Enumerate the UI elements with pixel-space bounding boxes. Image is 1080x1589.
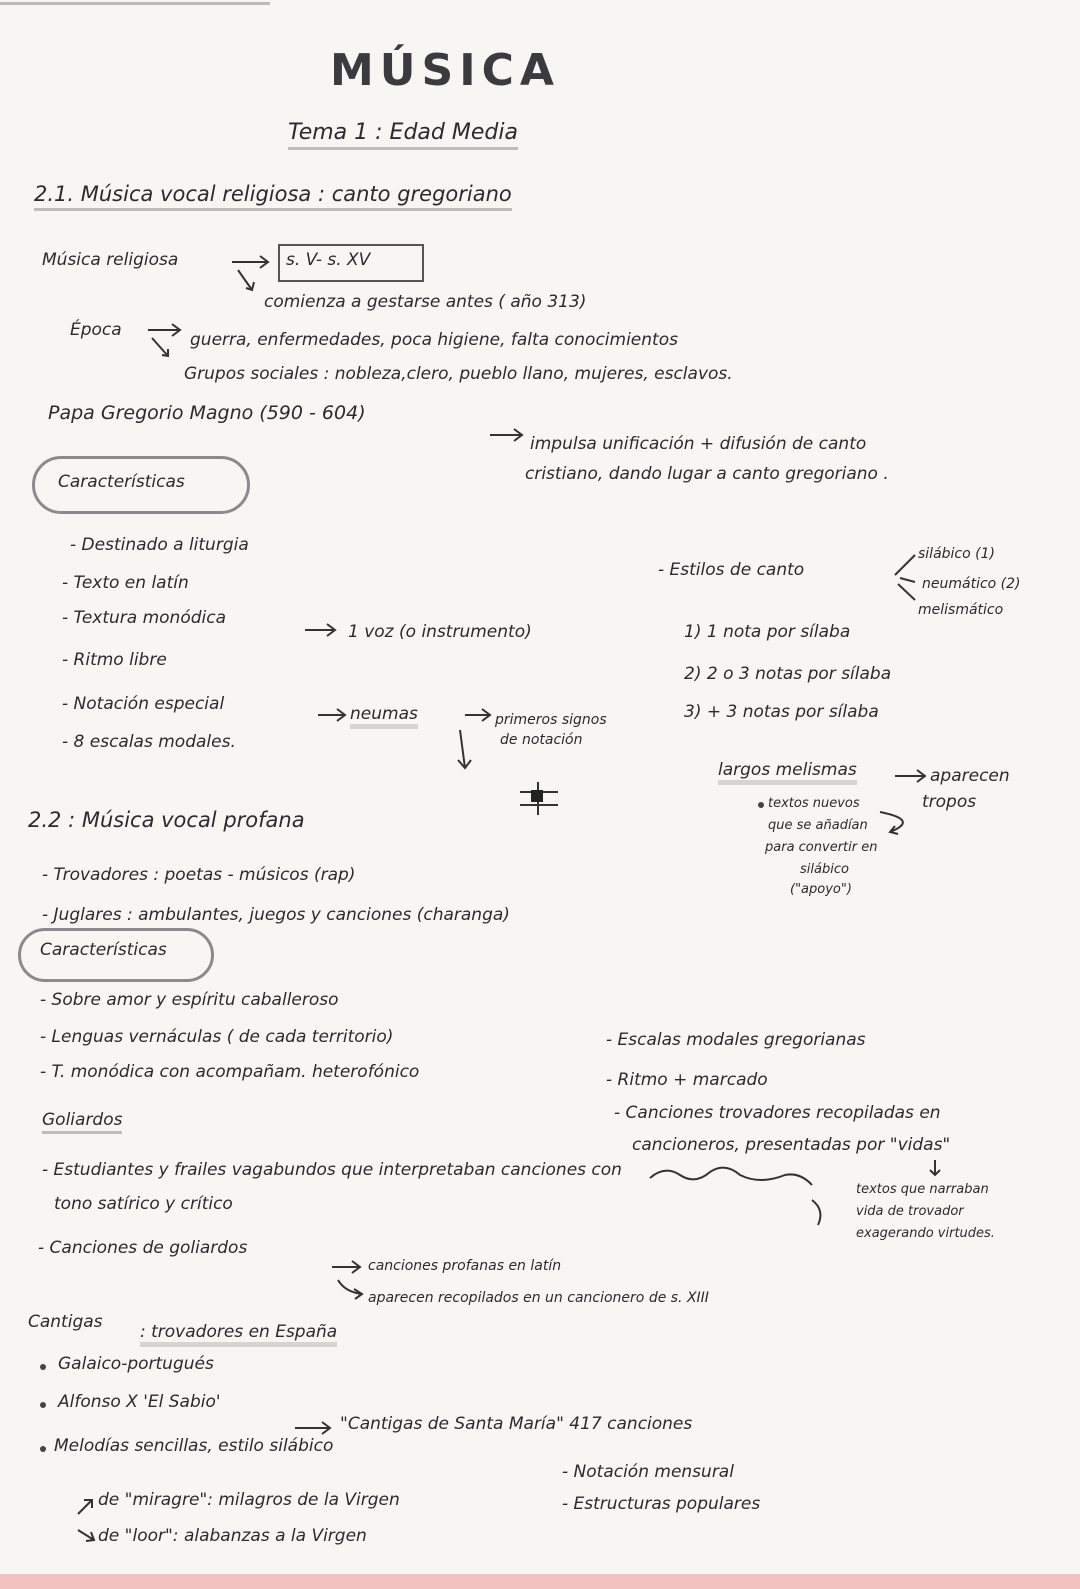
char-ritmo: - Ritmo libre [62, 650, 167, 670]
tropos-line-4: silábico [800, 862, 849, 877]
char-ritmo-marcado: - Ritmo + marcado [606, 1070, 768, 1090]
cantigas-item-galaico: Galaico-portugués [58, 1354, 214, 1374]
estilo-neumatico: neumático (2) [922, 576, 1021, 592]
miragre-text: de "miragre": milagros de la Virgen [98, 1490, 400, 1510]
page-subtitle: Tema 1 : Edad Media [288, 120, 518, 150]
char-escalas: - 8 escalas modales. [62, 732, 236, 752]
neumas-text: neumas [350, 704, 418, 729]
tropos-line-3: para convertir en [765, 840, 878, 855]
notacion-mensural: - Notación mensural [562, 1462, 734, 1482]
char-canciones-trovadores: - Canciones trovadores recopiladas en [614, 1103, 941, 1123]
tropos-text: tropos [922, 792, 977, 812]
char-amor: - Sobre amor y espíritu caballeroso [40, 990, 339, 1010]
juglares-text: - Juglares : ambulantes, juegos y canciones (charanga) [42, 905, 510, 925]
estilos-label: - Estilos de canto [658, 560, 805, 580]
impulsa-line-2: cristiano, dando lugar a canto gregoriano . [525, 464, 889, 484]
bullet-dot [758, 802, 764, 808]
tropos-line-2: que se añadían [768, 818, 868, 833]
epoca-label: Época [70, 320, 122, 340]
goliardos-line-2: tono satírico y crítico [54, 1194, 233, 1214]
vidas-line-2: vida de trovador [856, 1204, 964, 1219]
impulsa-line-1: impulsa unificación + difusión de canto [530, 434, 867, 454]
estilo-silabico: silábico (1) [918, 546, 995, 562]
caracteristicas-label: Características [58, 472, 185, 492]
estilo-melismatico: melismático [918, 602, 1004, 618]
char-textura: - Textura monódica [62, 608, 227, 628]
cantigas-item-melodias: Melodías sencillas, estilo silábico [54, 1436, 334, 1456]
nota-3: 3) + 3 notas por sílaba [684, 702, 879, 722]
vidas-line-3: exagerando virtudes. [856, 1226, 995, 1241]
cantigas-label: Cantigas [28, 1312, 103, 1332]
papa-text: Papa Gregorio Magno (590 - 604) [48, 402, 366, 424]
section-2-heading: 2.2 : Música vocal profana [28, 808, 305, 832]
aparecen-text: aparecen [930, 766, 1010, 786]
nota-1: 1) 1 nota por sílaba [684, 622, 851, 642]
arrow-icon [232, 256, 268, 268]
epoca-line-2: Grupos sociales : nobleza,clero, pueblo llano, mujeres, esclavos. [184, 364, 733, 384]
primeros-line-1: primeros signos [495, 712, 607, 728]
char-liturgia: - Destinado a liturgia [70, 535, 249, 555]
canciones-profanas: canciones profanas en latín [368, 1258, 562, 1274]
trovadores-text: - Trovadores : poetas - músicos (rap) [42, 865, 356, 885]
vidas-line-1: textos que narraban [856, 1182, 989, 1197]
char-escalas-modales: - Escalas modales gregorianas [606, 1030, 866, 1050]
tropos-line-5: ("apoyo") [790, 882, 852, 897]
neume-square-icon [531, 790, 543, 802]
period-text: s. V- s. XV [286, 250, 371, 270]
bullet-dot [40, 1402, 46, 1408]
char-notacion: - Notación especial [62, 694, 225, 714]
nota-2: 2) 2 o 3 notas por sílaba [684, 664, 892, 684]
epoca-line-1: guerra, enfermedades, poca higiene, falta conocimientos [190, 330, 678, 350]
tropos-line-1: textos nuevos [768, 796, 860, 811]
cantigas-item-alfonso: Alfonso X 'El Sabio' [58, 1392, 221, 1412]
goliardos-label: Goliardos [42, 1110, 122, 1134]
char-monodica: - T. monódica con acompañam. heterofónico [40, 1062, 420, 1082]
textura-detail: 1 voz (o instrumento) [348, 622, 532, 642]
estructuras-populares: - Estructuras populares [562, 1494, 761, 1514]
char-latin: - Texto en latín [62, 573, 189, 593]
char-lenguas: - Lenguas vernáculas ( de cada territorio) [40, 1027, 394, 1047]
loor-text: de "loor": alabanzas a la Virgen [98, 1526, 367, 1546]
bullet-dot [40, 1364, 46, 1370]
bullet-dot [40, 1446, 46, 1452]
largos-melismas: largos melismas [718, 760, 857, 785]
char-cancioneros: cancioneros, presentadas por "vidas" [632, 1135, 951, 1155]
cantigas-santa-maria: "Cantigas de Santa María" 417 canciones [340, 1414, 693, 1434]
caracteristicas-label-2: Características [40, 940, 167, 960]
comienza-text: comienza a gestarse antes ( año 313) [264, 292, 587, 312]
cantigas-title: : trovadores en España [140, 1322, 337, 1347]
religiosa-label: Música religiosa [42, 250, 179, 270]
goliardos-line-1: - Estudiantes y frailes vagabundos que interpretaban canciones con [42, 1160, 622, 1180]
recopilados-text: aparecen recopilados en un cancionero de s. XIII [368, 1290, 709, 1306]
page-title: MÚSICA [330, 45, 560, 96]
bottom-edge-bar [0, 1574, 1080, 1589]
section-1-heading: 2.1. Música vocal religiosa : canto gregoriano [34, 182, 512, 211]
primeros-line-2: de notación [500, 732, 583, 748]
canciones-goliardos: - Canciones de goliardos [38, 1238, 248, 1258]
